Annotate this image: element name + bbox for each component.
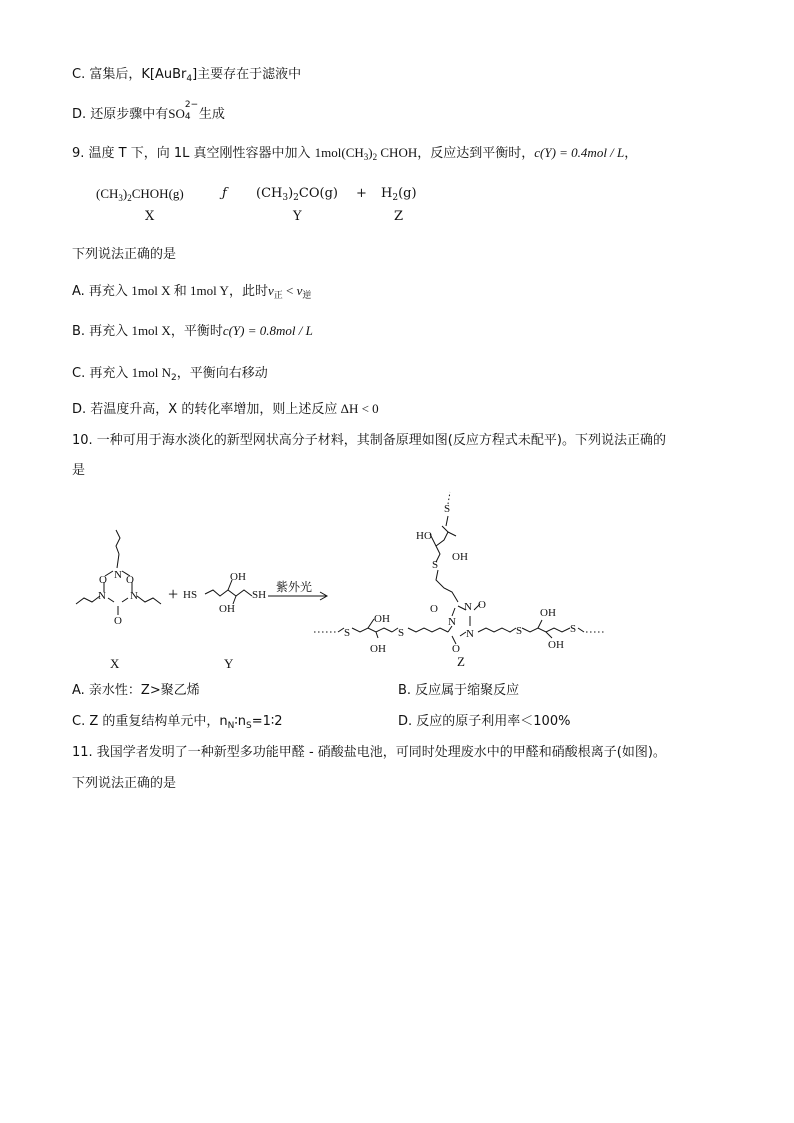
svg-text:N: N	[466, 628, 474, 640]
svg-text:OH: OH	[540, 607, 556, 619]
svg-text:O: O	[99, 574, 107, 586]
q9-label-y: Y	[293, 209, 302, 224]
svg-text:OH: OH	[230, 571, 246, 583]
svg-text:Z: Z	[457, 654, 465, 669]
q10-option-a: A. 亲水性：Z>聚乙烯	[72, 683, 200, 698]
svg-text:X: X	[110, 656, 120, 671]
q9-option-b: B. 再充入 1mol X，平衡时c(Y) = 0.8mol / L	[72, 323, 313, 339]
svg-text:O: O	[126, 574, 134, 586]
q10-option-d: D. 反应的原子利用率＜100%	[398, 714, 571, 729]
svg-text:N: N	[98, 590, 106, 602]
q9-equilibrium-arrow: ƒ	[222, 186, 227, 201]
svg-text:紫外光: 紫外光	[276, 580, 313, 594]
svg-text:+: +	[168, 584, 179, 604]
q9-stem: 9. 温度 T 下，向 1L 真空刚性容器中加入 $1mol(CH_3)_2$ CHOH，反应达到平衡时，c(Y) = 0.4mol / L，	[72, 145, 638, 162]
q10-stem-line1: 10. 一种可用于海水淡化的新型网状高分子材料，其制备原理如图(反应方程式未配平)。下列说法正确的	[72, 433, 666, 448]
q9-label-z: Z	[394, 209, 404, 224]
q8-option-d: D. 还原步骤中有SO 2− 4 生成	[72, 100, 225, 122]
q9-option-d: D. 若温度升高，X 的转化率增加，则上述反应 ΔH < 0	[72, 401, 379, 417]
svg-text:S: S	[516, 625, 523, 637]
q10-stem-line2: 是	[72, 463, 86, 478]
svg-text:OH: OH	[374, 613, 390, 625]
molecule-z	[314, 492, 606, 644]
q9-label-x: X	[145, 209, 155, 224]
svg-text:S: S	[398, 627, 405, 639]
q8-option-c: C. 富集后，K[AuBr$_4$]主要存在于滤液中	[72, 67, 302, 84]
q9-equation-product-z: $H_2(g)$	[381, 186, 417, 203]
q10-reaction-figure	[0, 486, 794, 676]
svg-text:N: N	[114, 569, 122, 581]
svg-text:S: S	[344, 627, 351, 639]
svg-text:N: N	[448, 616, 456, 628]
svg-text:S: S	[444, 503, 451, 515]
svg-text:O: O	[452, 643, 460, 655]
svg-text:SH: SH	[252, 589, 267, 601]
svg-text:Y: Y	[224, 656, 234, 671]
svg-text:O: O	[114, 615, 122, 627]
q9-equation-reactant: $(CH_3)_2CHOH(g)$	[96, 186, 184, 203]
svg-text:N: N	[464, 601, 472, 613]
q11-stem-line2: 下列说法正确的是	[72, 776, 177, 791]
svg-text:OH: OH	[219, 603, 235, 615]
q9-option-c: C. 再充入 1mol $N_2$，平衡向右移动	[72, 365, 268, 383]
svg-text:O: O	[430, 603, 438, 615]
q11-stem-line1: 11. 我国学者发明了一种新型多功能甲醛 - 硝酸盐电池，可同时处理废水中的甲醛和硝酸根离子(如图)。	[72, 745, 666, 760]
q9-equation-product-y: $(CH_3)_2CO(g)$	[256, 186, 338, 203]
q9-prompt: 下列说法正确的是	[72, 247, 177, 262]
svg-text:HS: HS	[183, 589, 198, 601]
q9-option-a: A. 再充入 1mol X 和 1mol Y，此时$v_正 < v_逆$	[72, 283, 312, 301]
svg-text:OH: OH	[452, 551, 468, 563]
svg-text:S: S	[570, 623, 577, 635]
svg-text:N: N	[130, 590, 138, 602]
q9-equation-plus: +	[356, 186, 367, 201]
molecule-y	[205, 580, 252, 604]
q10-option-b: B. 反应属于缩聚反应	[398, 683, 520, 698]
q10-option-c: C. Z 的重复结构单元中，$n_N∶n_S=1∶2$	[72, 714, 283, 731]
svg-text:HO: HO	[416, 530, 432, 542]
svg-text:O: O	[478, 599, 486, 611]
svg-text:OH: OH	[548, 639, 564, 651]
svg-text:OH: OH	[370, 643, 386, 655]
svg-text:S: S	[432, 559, 439, 571]
